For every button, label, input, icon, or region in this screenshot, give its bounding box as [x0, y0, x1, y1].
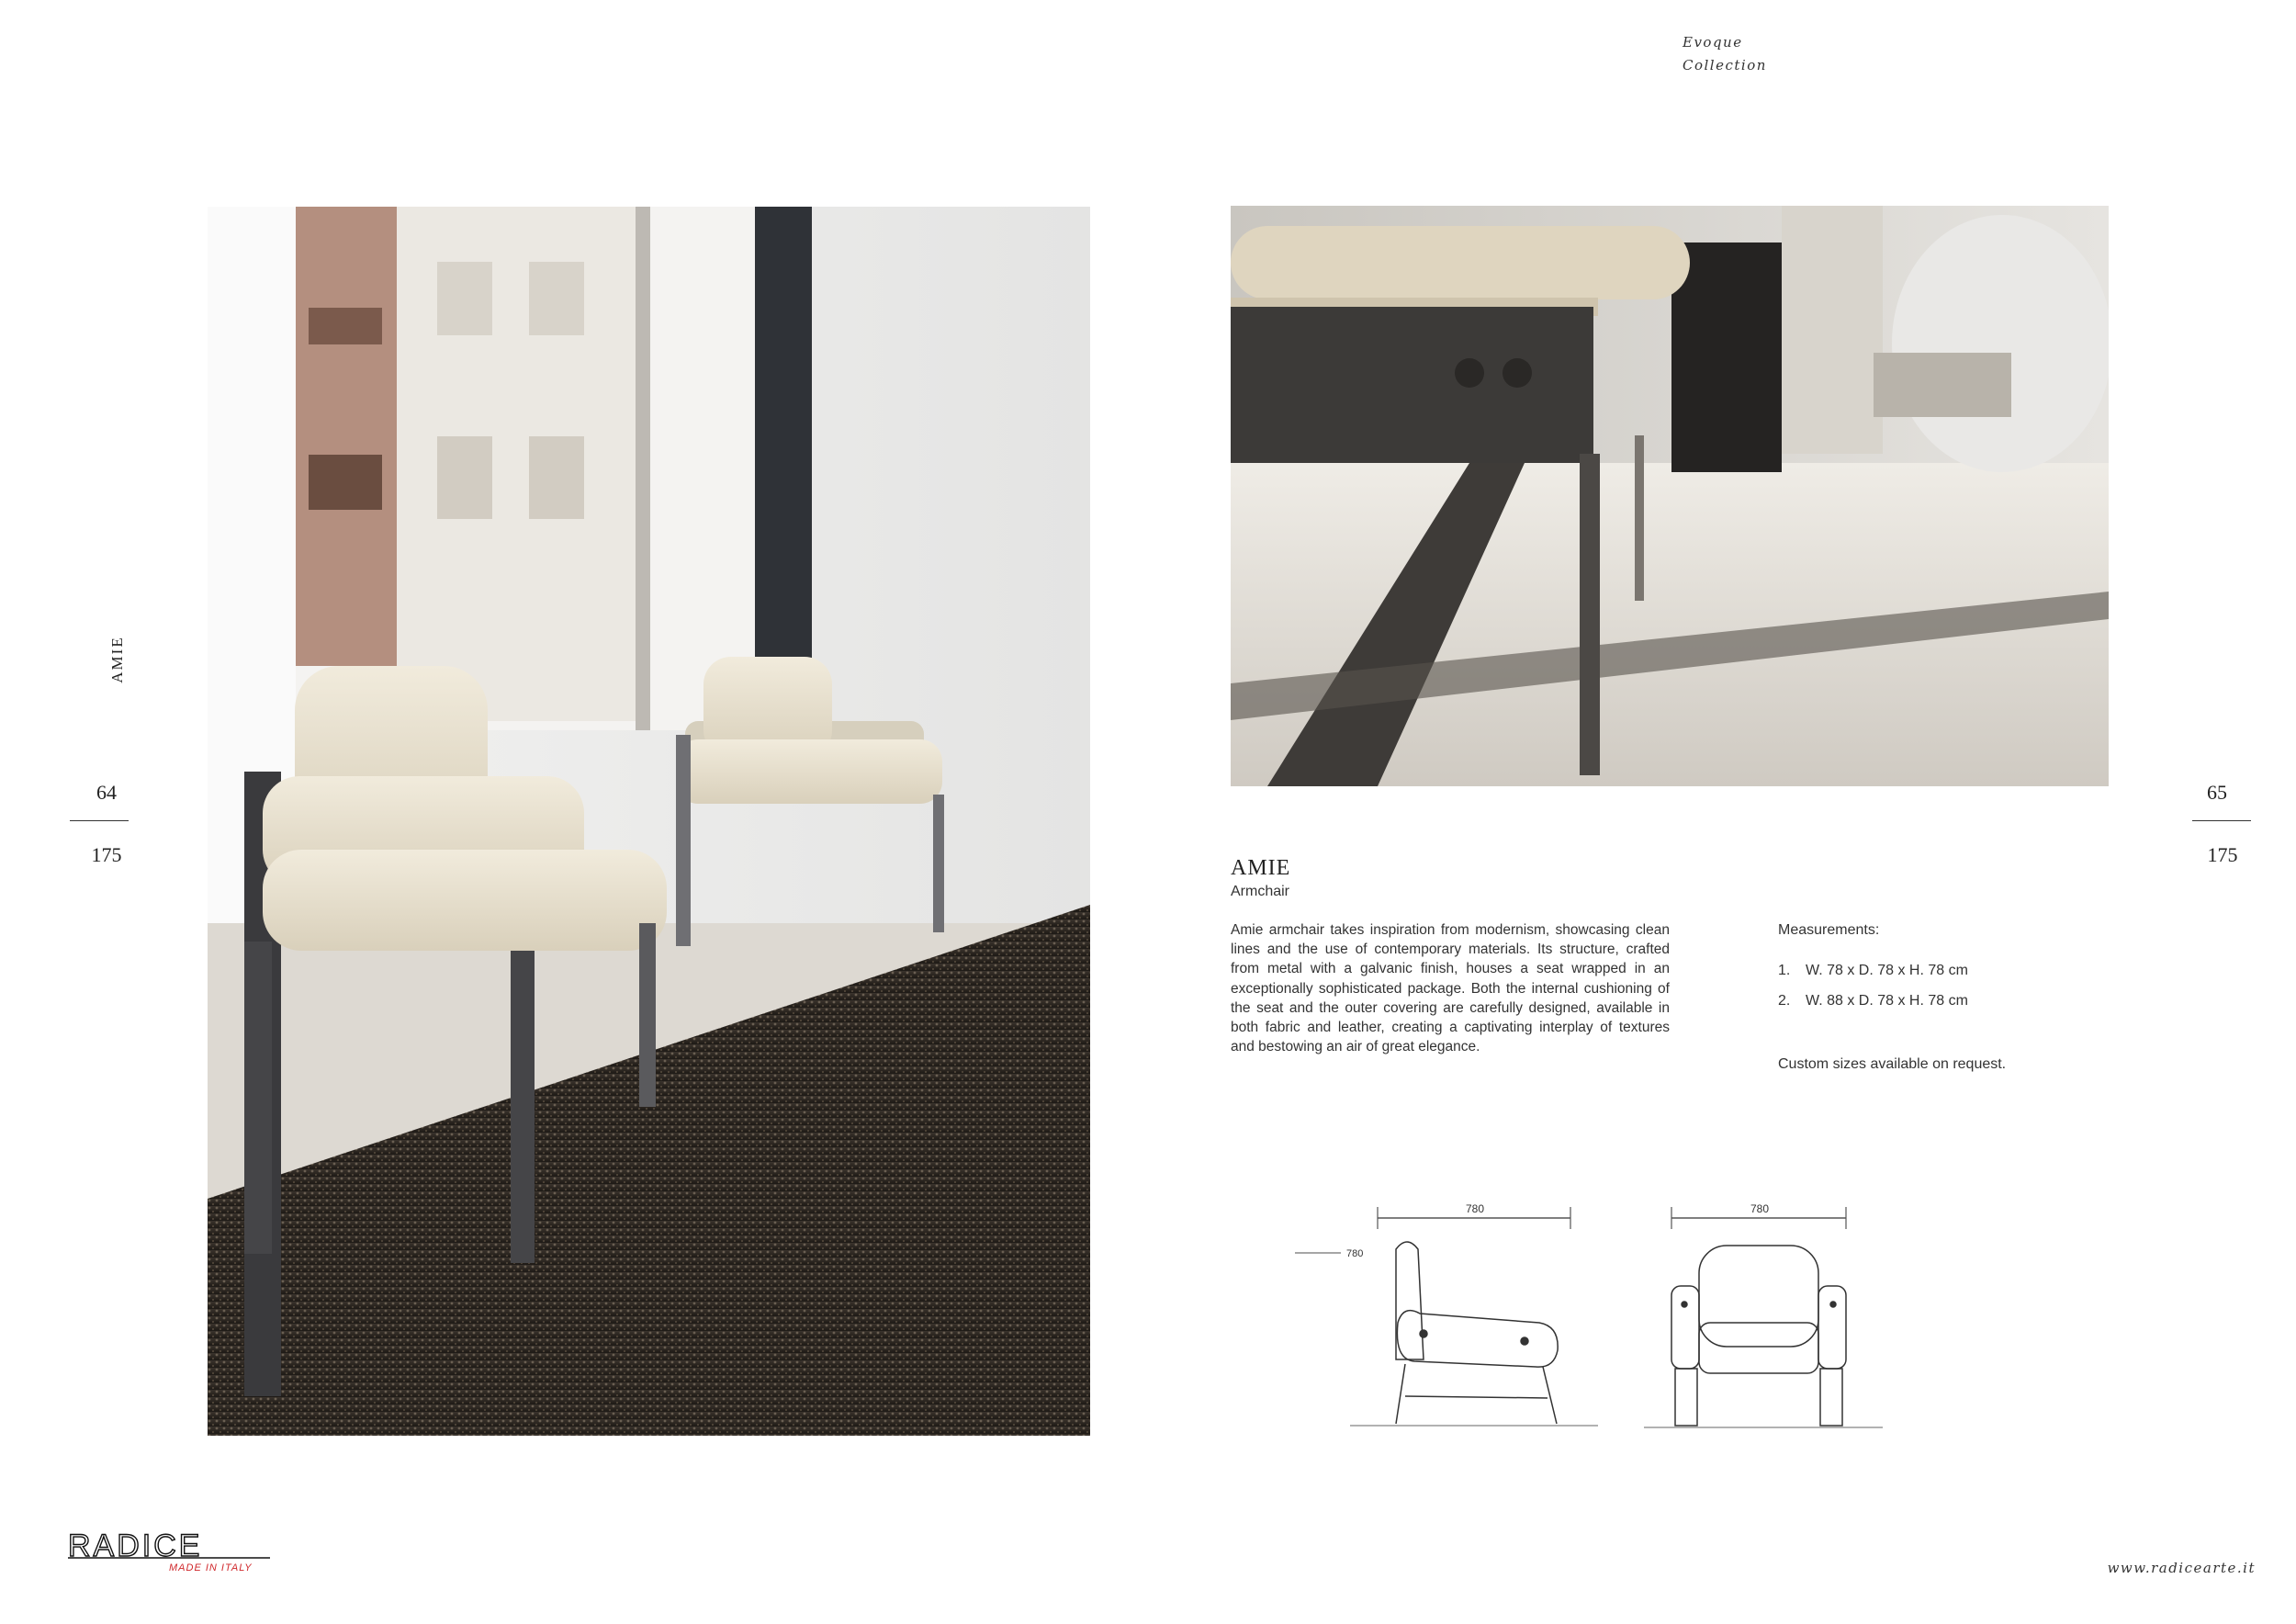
collection-label [1683, 31, 1866, 77]
height-dimension-label: 780 [1346, 1248, 1364, 1259]
logo-tagline: MADE IN ITALY [169, 1562, 253, 1573]
front-dimension-label: 780 [1750, 1202, 1770, 1215]
website-link[interactable]: www.radicearte.it [2107, 1560, 2256, 1576]
measurements-title: Measurements: [1778, 922, 1880, 938]
product-description: Amie armchair takes inspiration from modernism, showcasing clean lines and the use of contemporary materials. Its structure, crafted from metal with a galvanic finish, houses a seat wrapped in an exceptionally sophisticated package. Both the internal cushioning of the seat and the outer covering are carefully designed, available in both fabric and leather, creating a captivating interplay of textures and bestowing an air of great elegance. [1231, 922, 1670, 1055]
measurement-text: W. 88 x D. 78 x H. 78 cm [1806, 993, 1968, 1009]
armchair-detail-photo [1231, 206, 2109, 786]
measurement-item [1778, 963, 1968, 993]
left-total-pages: 175 [91, 843, 122, 866]
right-page-divider [2192, 820, 2251, 821]
right-page-number: 65 [2207, 781, 2227, 804]
measurement-number: 2. [1778, 993, 1791, 1009]
technical-sketch [1295, 1185, 1901, 1442]
armchair-photo [208, 207, 1090, 1436]
side-product-label: AMIE [108, 636, 126, 683]
measurement-item [1778, 993, 1968, 1023]
measurements-list [1778, 963, 1968, 1023]
measurement-number: 1. [1778, 963, 1791, 978]
side-dimension-label: 780 [1466, 1202, 1485, 1215]
left-page-divider [70, 820, 129, 821]
product-title: AMIE [1231, 856, 1291, 880]
left-page-number: 64 [96, 781, 117, 804]
right-total-pages: 175 [2207, 843, 2238, 866]
radice-logo [68, 1528, 279, 1574]
collection-line-2: Collection [1683, 57, 1767, 73]
product-subtitle: Armchair [1231, 884, 1290, 899]
measurement-text: W. 78 x D. 78 x H. 78 cm [1806, 963, 1968, 978]
logo-wordmark: RADICE [68, 1528, 203, 1563]
collection-line-1: Evoque [1683, 34, 1743, 51]
custom-sizes-note: Custom sizes available on request. [1778, 1056, 2007, 1072]
